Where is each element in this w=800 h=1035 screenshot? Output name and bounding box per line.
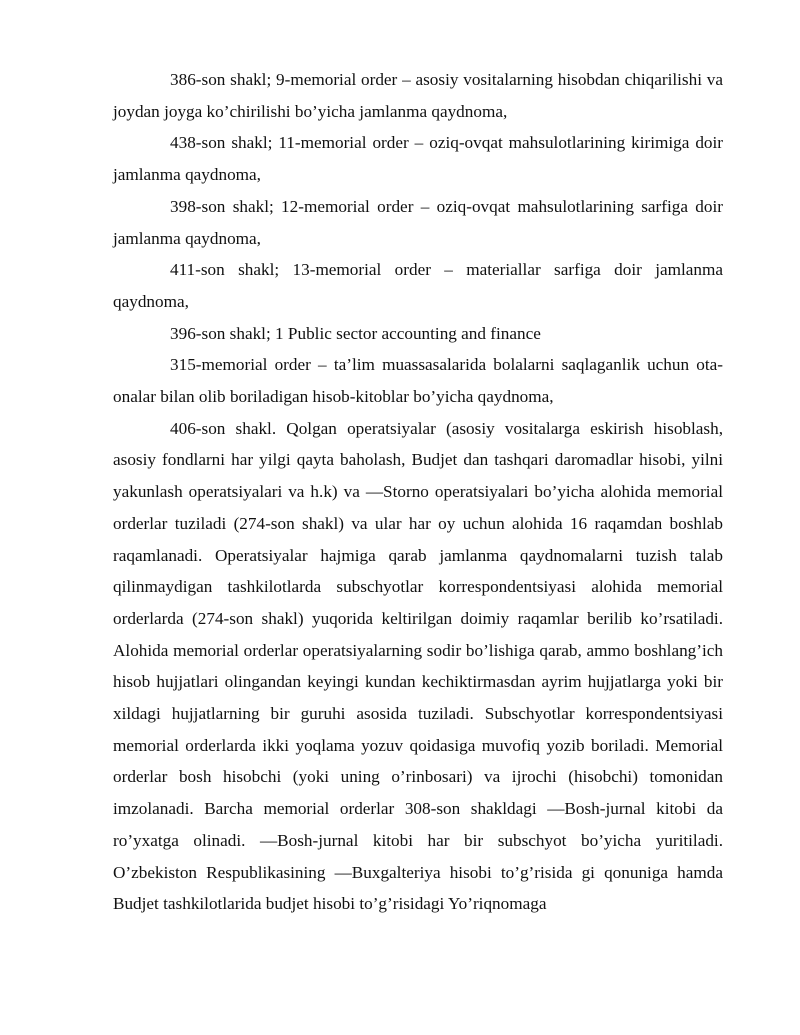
paragraph-form-396: 396-son shakl; 1 Public sector accounting and finance bbox=[170, 323, 541, 343]
paragraph-form-411: 411-son shakl; 13-memorial order – materiallar sarfiga doir jamlanma qaydnoma, bbox=[113, 260, 723, 311]
paragraph-form-386: 386-son shakl; 9-memorial order – asosiy vositalarning hisobdan chiqarilishi va joydan joyga ko’chirilishi bo’yicha jamlanma qaydnoma, bbox=[113, 70, 723, 121]
paragraph-form-438: 438-son shakl; 11-memorial order – oziq-ovqat mahsulotlarining kirimiga doir jamlanma qaydnoma, bbox=[113, 133, 723, 185]
paragraph-form-398: 398-son shakl; 12-memorial order – oziq-ovqat mahsulotlarining sarfiga doir jamlanma qaydnoma, bbox=[113, 196, 723, 248]
paragraph-memorial-order-315: 315-memorial order – ta’lim muassasalarida bolalarni saqlaganlik uchun ota-onalar bilan olib boriladigan hisob-kitoblar bo’yicha qaydnoma, bbox=[113, 355, 723, 407]
paragraph-form-406: 406-son shakl. Qolgan operatsiyalar (asosiy vositalarga eskirish hisoblash, asosiy fondlarni har yilgi qayta baholash, Budjet dan tashqari daromadlar hisobi, yilni yakunlash operatsiyalari va h.k) va ―Storno operatsiyalari bo’yicha alohida memorial orderlar tuziladi (274-son shakl) va ular har oy uchun alohida 16 raqamdan boshlab raqamlanadi. Operatsiyalar hajmiga qarab jamlanma qaydnomalarni tuzish talab qilinmaydigan tashkilotlarda subschyotlar korrespondentsiyasi alohida memorial orderlarda (274-son shakl) yuqorida keltirilgan doimiy raqamlar berilib ko’rsatiladi. Alohida memorial orderlar operatsiyalarning sodir bo’lishiga qarab, ammo boshlang’ich hisob hujjatlari olingandan keyingi kundan kechiktirmasdan ayrim hujjatlarga yoki bir xildagi hujjatlarning bir guruhi asosida tuziladi. Subschyotlar korrespondentsiyasi memorial orderlarda ikki yoqlama yozuv qoidasiga muvofiq yozib boriladi. Memorial orderlar bosh hisobchi (yoki uning o’rinbosari) va ijrochi (hisobchi) tomonidan imzolanadi. Barcha memorial orderlar 308-son shakldagi ―Bosh-jurnal kitobi da ro’yxatga olinadi. ―Bosh-jurnal kitobi har bir subschyot bo’yicha yuritiladi. O’zbekiston Respublikasining ―Buxgalteriya hisobi to’g’risida gi qonuniga hamda Budjet tashkilotlarida budjet hisobi to’g’risidagi Yo’riqnomaga bbox=[113, 418, 723, 914]
document-page bbox=[113, 64, 723, 920]
